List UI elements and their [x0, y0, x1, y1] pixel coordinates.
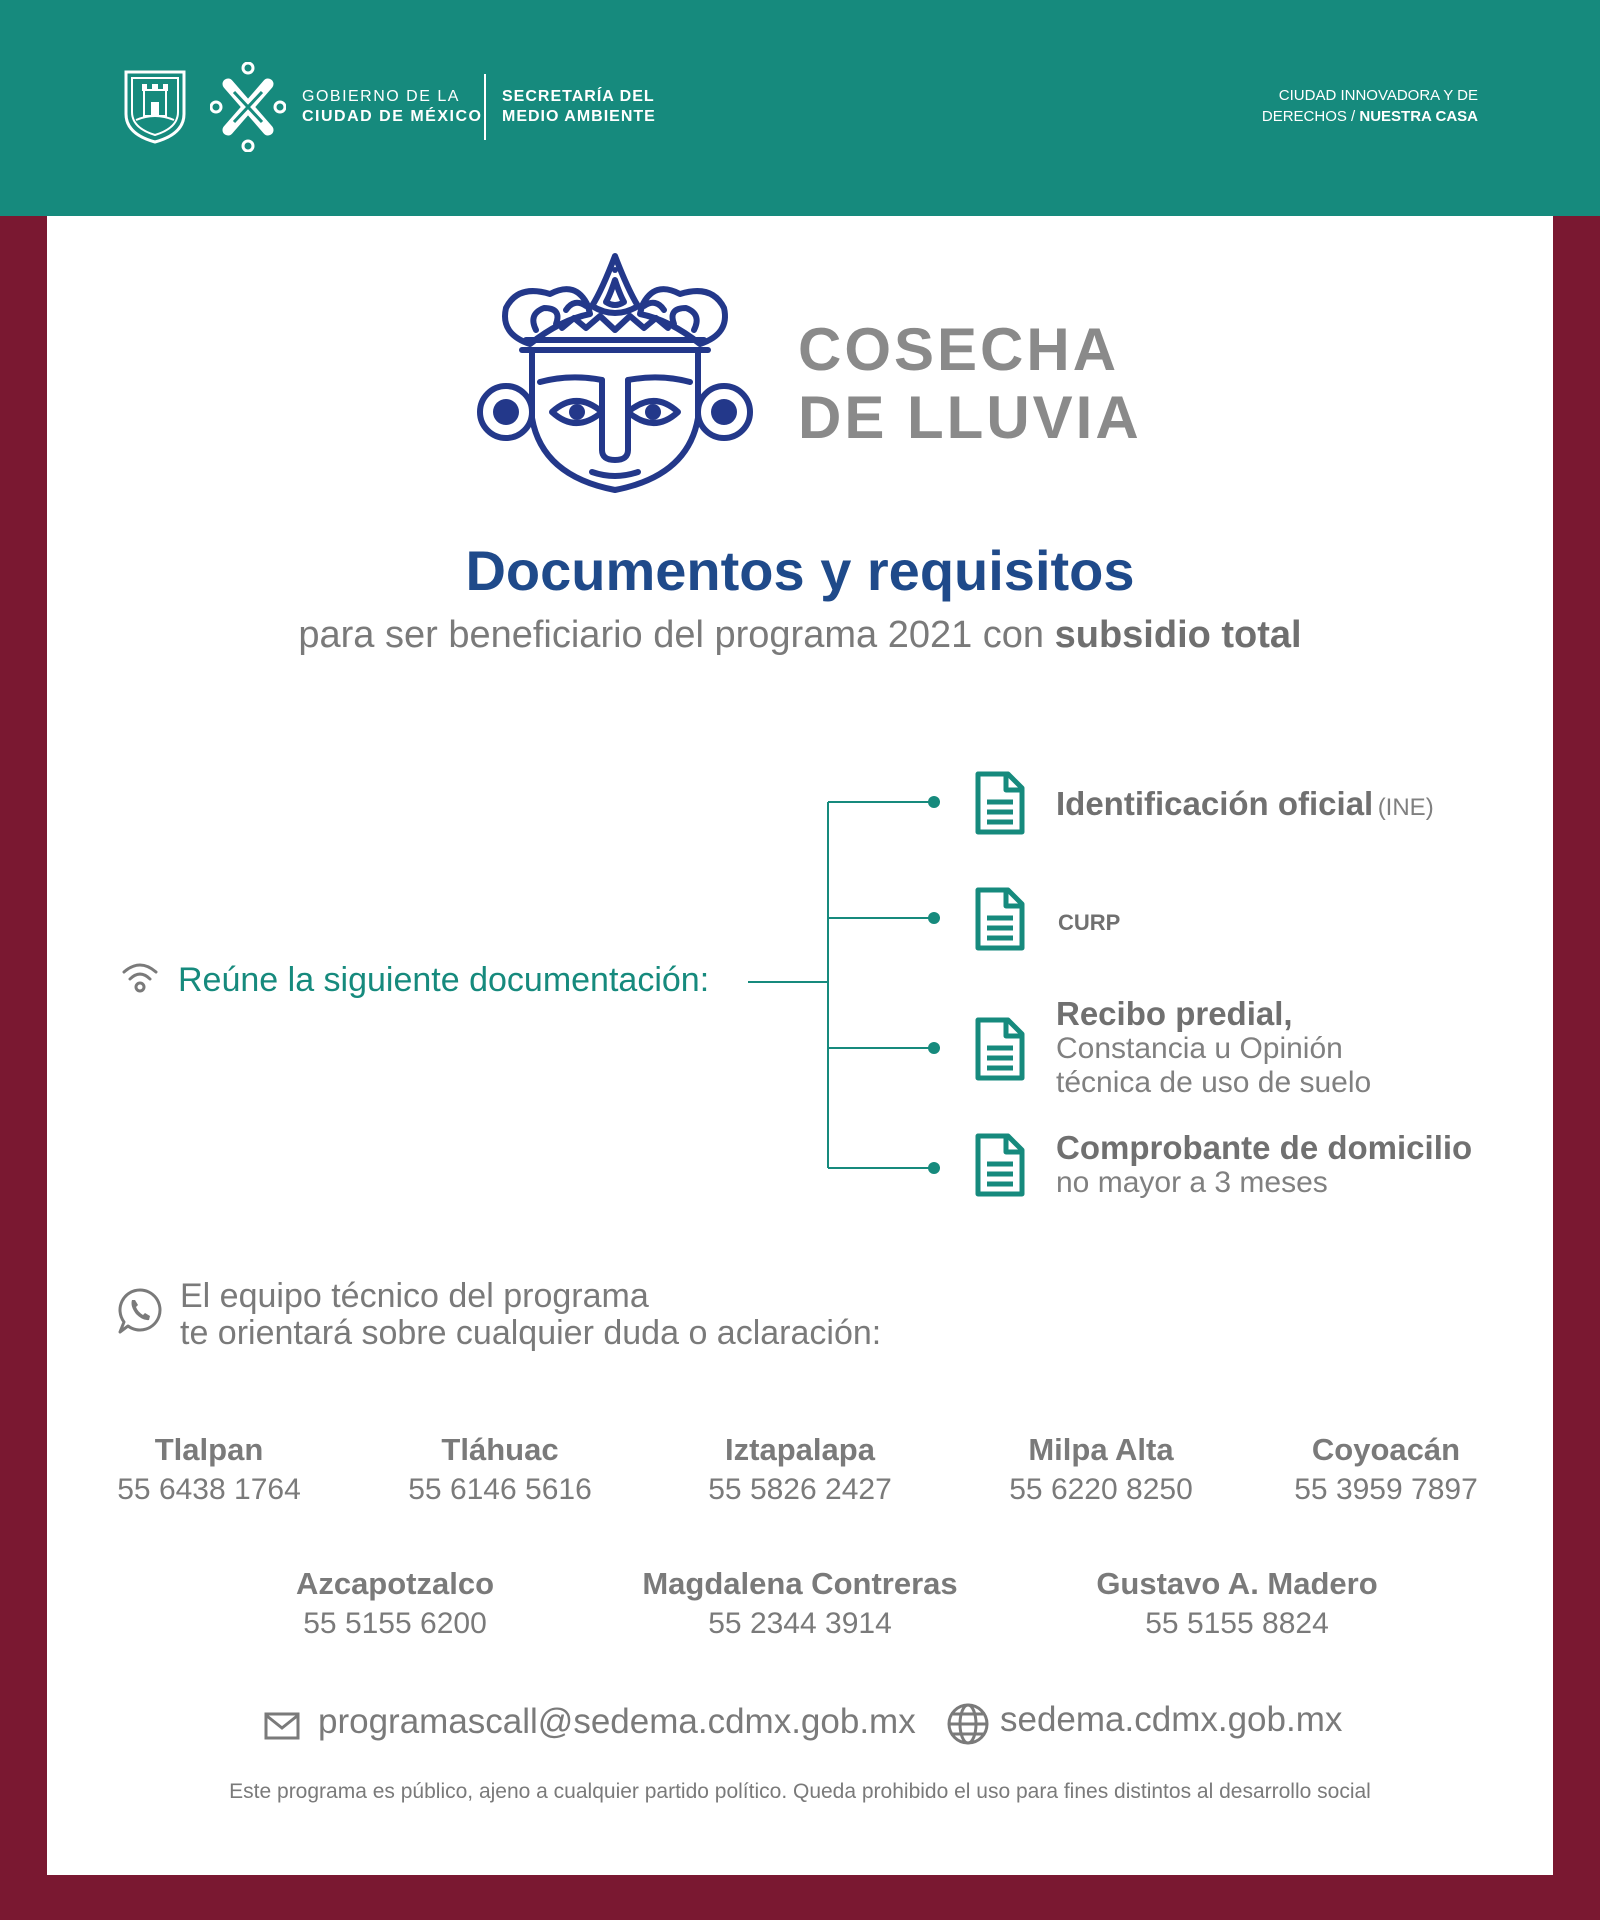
document-icon — [974, 770, 1026, 836]
coat-of-arms-icon — [122, 68, 188, 144]
header-divider — [484, 74, 486, 140]
contact-entry: Azcapotzalco 55 5155 6200 — [295, 1566, 495, 1640]
mail-icon — [264, 1712, 300, 1740]
header-bar — [0, 0, 1600, 216]
contact-entry: Magdalena Contreras 55 2344 3914 — [642, 1566, 958, 1640]
document-icon — [974, 1016, 1026, 1082]
secretaria-label: SECRETARÍA DEL MEDIO AMBIENTE — [502, 88, 656, 125]
document-item: CURP — [1058, 910, 1121, 935]
document-item: Identificación oficial (INE) — [1056, 785, 1434, 822]
help-text: El equipo técnico del programa te orientará sobre cualquier duda o aclaración: — [180, 1277, 882, 1352]
brand-title: COSECHA DE LLUVIA — [798, 316, 1142, 451]
cosecha-mask-icon — [470, 250, 760, 500]
contact-entry: Tlalpan 55 6438 1764 — [117, 1432, 301, 1506]
document-connector — [748, 790, 948, 1180]
globe-icon — [946, 1702, 990, 1746]
cdmx-logo-icon — [210, 62, 286, 152]
document-icon — [974, 1132, 1026, 1198]
contact-entry: Tláhuac 55 6146 5616 — [408, 1432, 592, 1506]
contact-entry: Coyoacán 55 3959 7897 — [1294, 1432, 1478, 1506]
website-link[interactable]: sedema.cdmx.gob.mx — [1000, 1700, 1343, 1739]
document-icon — [974, 886, 1026, 952]
gather-label: Reúne la siguiente documentación: — [178, 961, 710, 999]
whatsapp-icon — [116, 1286, 164, 1336]
document-item: Comprobante de domicilio no mayor a 3 meses — [1056, 1129, 1473, 1199]
page-subtitle: para ser beneficiario del programa 2021 con subsidio total — [298, 614, 1302, 656]
disclaimer: Este programa es público, ajeno a cualquier partido político. Queda prohibido el uso para fines distintos al desarrollo social — [229, 1780, 1371, 1803]
contact-entry: Gustavo A. Madero 55 5155 8824 — [1096, 1566, 1378, 1640]
gobierno-label: GOBIERNO DE LA CIUDAD DE MÉXICO — [302, 88, 483, 125]
document-item: Recibo predial, Constancia u Opinión técnica de uso de suelo — [1056, 995, 1372, 1099]
slogan: CIUDAD INNOVADORA Y DE DERECHOS / NUESTRA CASA — [1261, 87, 1478, 125]
email-link[interactable]: programascall@sedema.cdmx.gob.mx — [318, 1702, 916, 1741]
contact-entry: Milpa Alta 55 6220 8250 — [1009, 1432, 1193, 1506]
wifi-icon — [120, 960, 160, 994]
page-title: Documentos y requisitos — [465, 539, 1135, 602]
contact-entry: Iztapalapa 55 5826 2427 — [708, 1432, 892, 1506]
